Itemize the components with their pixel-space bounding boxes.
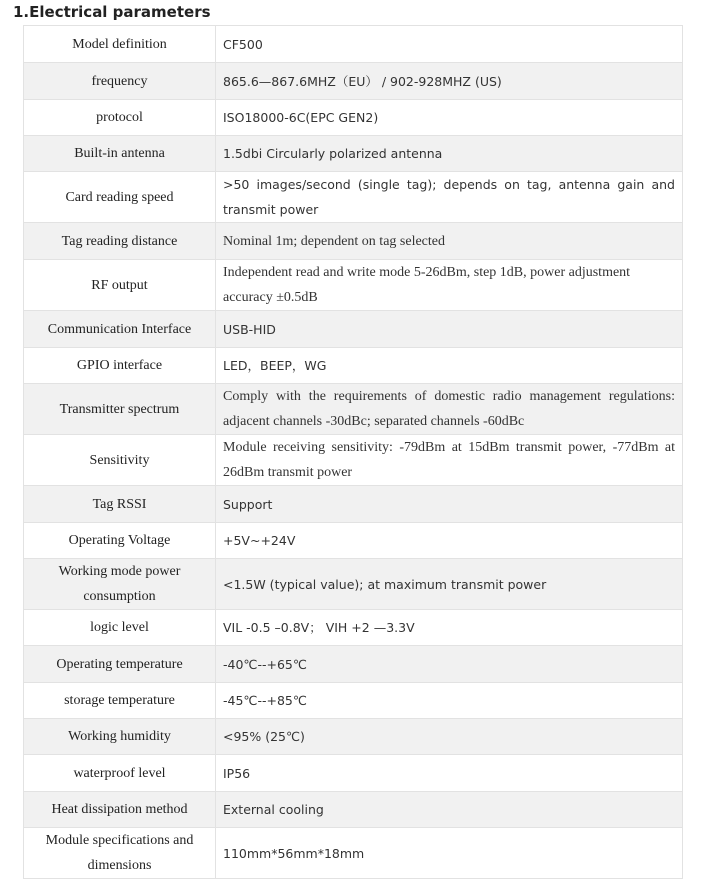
table-row — [24, 26, 683, 63]
param-label: Transmitter spectrum — [24, 384, 216, 435]
param-value: 1.5dbi Circularly polarized antenna — [216, 136, 683, 172]
param-label: waterproof level — [24, 755, 216, 792]
table-row — [24, 100, 683, 136]
param-label: Model definition — [24, 26, 216, 63]
param-value: <95% (25℃) — [216, 719, 683, 755]
param-label: Tag reading distance — [24, 223, 216, 260]
table-row — [24, 172, 683, 223]
param-label: Communication Interface — [24, 311, 216, 348]
param-value: LED，BEEP，WG — [216, 348, 683, 384]
param-label: Operating Voltage — [24, 523, 216, 559]
param-label: Sensitivity — [24, 435, 216, 486]
param-value: Support — [216, 486, 683, 523]
param-value: VIL -0.5 –0.8V； VIH +2 —3.3V — [216, 610, 683, 646]
param-value: Independent read and write mode 5-26dBm, step 1dB, power adjustment accuracy ±0.5dB — [216, 260, 683, 311]
table-row — [24, 828, 683, 879]
table-row — [24, 311, 683, 348]
section-heading: 1.Electrical parameters — [13, 3, 211, 21]
param-value: IP56 — [216, 755, 683, 792]
table-row — [24, 260, 683, 311]
param-label: Card reading speed — [24, 172, 216, 223]
table-row — [24, 63, 683, 100]
param-label: storage temperature — [24, 683, 216, 719]
param-value: Nominal 1m; dependent on tag selected — [216, 223, 683, 260]
table-row — [24, 755, 683, 792]
table-row — [24, 559, 683, 610]
param-value: Comply with the requirements of domestic radio management regulations: adjacent channels -30dBc; separated channels -60dBc — [216, 384, 683, 435]
param-value: -40℃--+65℃ — [216, 646, 683, 683]
param-label: Operating temperature — [24, 646, 216, 683]
table-row — [24, 348, 683, 384]
param-label: RF output — [24, 260, 216, 311]
param-value: +5V~+24V — [216, 523, 683, 559]
table-row — [24, 646, 683, 683]
param-label: Working humidity — [24, 719, 216, 755]
param-label: Heat dissipation method — [24, 792, 216, 828]
param-value: ISO18000-6C(EPC GEN2) — [216, 100, 683, 136]
param-value: External cooling — [216, 792, 683, 828]
table-row — [24, 223, 683, 260]
param-value: 110mm*56mm*18mm — [216, 828, 683, 879]
param-value: USB-HID — [216, 311, 683, 348]
table-row — [24, 486, 683, 523]
table-row — [24, 719, 683, 755]
param-label: GPIO interface — [24, 348, 216, 384]
param-value: 865.6—867.6MHZ（EU） / 902-928MHZ (US) — [216, 63, 683, 100]
table-row — [24, 136, 683, 172]
table-row — [24, 610, 683, 646]
param-label: Working mode power consumption — [24, 559, 216, 610]
table-row — [24, 384, 683, 435]
param-value: <1.5W (typical value); at maximum transmit power — [216, 559, 683, 610]
table-row — [24, 435, 683, 486]
electrical-parameters-table — [23, 25, 683, 879]
param-label: Tag RSSI — [24, 486, 216, 523]
param-value: -45℃--+85℃ — [216, 683, 683, 719]
param-label: frequency — [24, 63, 216, 100]
param-value: >50 images/second (single tag); depends on tag, antenna gain and transmit power — [216, 172, 683, 223]
table-row — [24, 523, 683, 559]
param-label: logic level — [24, 610, 216, 646]
param-label: protocol — [24, 100, 216, 136]
param-value: CF500 — [216, 26, 683, 63]
table-row — [24, 683, 683, 719]
param-value: Module receiving sensitivity: -79dBm at 15dBm transmit power, -77dBm at 26dBm transmit power — [216, 435, 683, 486]
table-row — [24, 792, 683, 828]
param-label: Module specifications and dimensions — [24, 828, 216, 879]
param-label: Built-in antenna — [24, 136, 216, 172]
